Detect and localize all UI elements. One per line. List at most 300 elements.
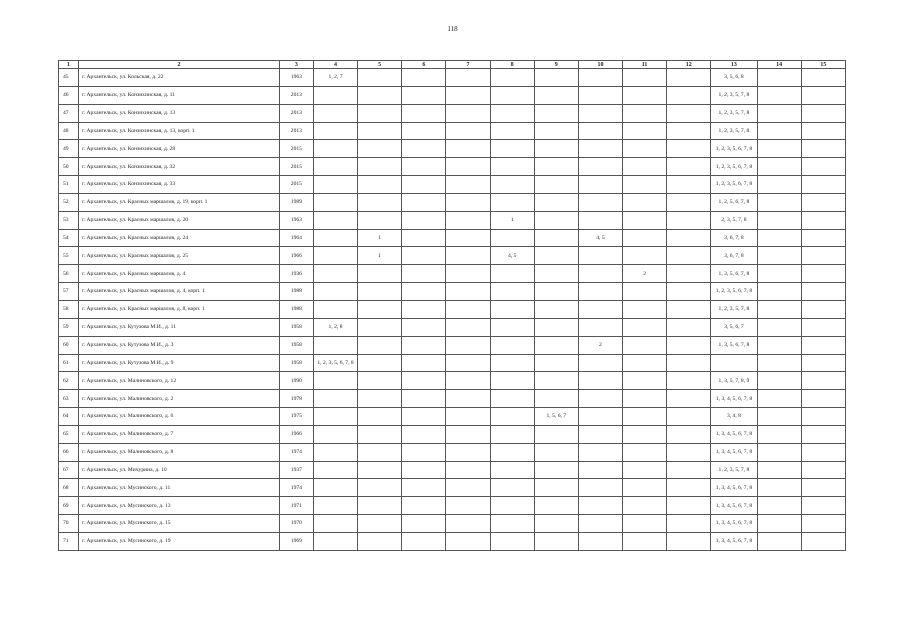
- table-cell: [801, 122, 845, 140]
- table-cell: [490, 408, 534, 426]
- table-cell: [490, 176, 534, 194]
- column-header: 10: [578, 61, 622, 69]
- table-cell: [490, 283, 534, 301]
- table-cell: [801, 211, 845, 229]
- table-cell: [313, 300, 357, 318]
- row-number-cell: 47: [59, 104, 79, 122]
- table-cell: [578, 461, 622, 479]
- table-cell: [757, 211, 801, 229]
- table-cell: [667, 354, 711, 372]
- table-cell: [490, 372, 534, 390]
- table-cell: 3, 5, 6, 8: [711, 69, 757, 87]
- table-cell: [801, 390, 845, 408]
- table-cell: [402, 229, 446, 247]
- table-cell: [358, 425, 402, 443]
- table-cell: [757, 479, 801, 497]
- row-number-cell: 65: [59, 425, 79, 443]
- table-cell: [757, 372, 801, 390]
- table-cell: [667, 336, 711, 354]
- table-cell: [667, 390, 711, 408]
- table-cell: [757, 300, 801, 318]
- table-cell: [623, 461, 667, 479]
- table-cell: [801, 193, 845, 211]
- table-cell: [534, 497, 578, 515]
- table-cell: [402, 193, 446, 211]
- table-cell: [313, 229, 357, 247]
- table-cell: [534, 122, 578, 140]
- column-header: 8: [490, 61, 534, 69]
- table-row: [59, 211, 846, 229]
- table-row: [59, 372, 846, 390]
- row-number-cell: 70: [59, 515, 79, 533]
- table-cell: 4, 5: [490, 247, 534, 265]
- year-cell: 1989: [279, 193, 313, 211]
- table-cell: [578, 176, 622, 194]
- table-cell: [578, 283, 622, 301]
- table-cell: [757, 158, 801, 176]
- year-cell: 1978: [279, 390, 313, 408]
- table-cell: 3, 6, 7, 8: [711, 229, 757, 247]
- table-cell: [402, 69, 446, 87]
- table-cell: [757, 122, 801, 140]
- table-row: [59, 247, 846, 265]
- table-cell: 1, 2, 3, 5, 7, 8: [711, 300, 757, 318]
- table-cell: [446, 532, 490, 550]
- table-cell: 1, 2, 3, 5, 7, 8: [711, 461, 757, 479]
- table-cell: [490, 515, 534, 533]
- page-number: 118: [447, 25, 458, 33]
- table-cell: 1, 2, 8: [313, 318, 357, 336]
- table-cell: [490, 443, 534, 461]
- table-cell: [490, 300, 534, 318]
- table-cell: [402, 443, 446, 461]
- table-cell: [534, 176, 578, 194]
- table-row: [59, 318, 846, 336]
- column-header: 5: [358, 61, 402, 69]
- table-cell: [490, 461, 534, 479]
- header-row: [59, 61, 846, 69]
- year-cell: 1969: [279, 532, 313, 550]
- table-cell: [667, 229, 711, 247]
- table-cell: [313, 408, 357, 426]
- table-cell: [801, 515, 845, 533]
- row-number-cell: 71: [59, 532, 79, 550]
- table-cell: [757, 318, 801, 336]
- table-cell: [623, 122, 667, 140]
- table-cell: [757, 176, 801, 194]
- row-number-cell: 48: [59, 122, 79, 140]
- table-cell: [578, 390, 622, 408]
- table-cell: [534, 336, 578, 354]
- table-cell: [757, 532, 801, 550]
- table-row: [59, 479, 846, 497]
- row-number-cell: 50: [59, 158, 79, 176]
- table-cell: [313, 532, 357, 550]
- table-cell: [757, 425, 801, 443]
- table-cell: [667, 408, 711, 426]
- year-cell: 1974: [279, 443, 313, 461]
- table-cell: [667, 300, 711, 318]
- table-cell: [402, 211, 446, 229]
- row-number-cell: 63: [59, 390, 79, 408]
- table-cell: [446, 104, 490, 122]
- table-cell: [313, 283, 357, 301]
- table-cell: [667, 497, 711, 515]
- table-row: [59, 86, 846, 104]
- column-header: 11: [623, 61, 667, 69]
- table-cell: [667, 122, 711, 140]
- table-row: [59, 336, 846, 354]
- table-cell: [801, 158, 845, 176]
- table-cell: [446, 354, 490, 372]
- column-header: 13: [711, 61, 757, 69]
- table-cell: [623, 532, 667, 550]
- table-cell: [801, 443, 845, 461]
- table-cell: [446, 122, 490, 140]
- table-cell: [534, 104, 578, 122]
- table-cell: [313, 122, 357, 140]
- table-row: [59, 443, 846, 461]
- table-cell: 1, 3, 5, 6, 7, 8: [711, 265, 757, 283]
- table-cell: [578, 193, 622, 211]
- table-cell: [623, 425, 667, 443]
- row-number-cell: 60: [59, 336, 79, 354]
- table-cell: 1, 3, 4, 5, 6, 7, 8: [711, 532, 757, 550]
- table-cell: [402, 372, 446, 390]
- table-body: [59, 61, 846, 551]
- table-cell: [667, 318, 711, 336]
- table-cell: [578, 425, 622, 443]
- table-cell: [313, 479, 357, 497]
- table-cell: [801, 425, 845, 443]
- table-cell: [623, 211, 667, 229]
- table-cell: 1, 5, 6, 7: [534, 408, 578, 426]
- table-cell: [402, 390, 446, 408]
- address-cell: г. Архангельск, ул. Красных маршалов, д. 19, корп. 1: [79, 193, 280, 211]
- table-cell: [402, 283, 446, 301]
- address-cell: г. Архангельск, ул. Мусинского, д. 19: [79, 532, 280, 550]
- table-cell: [313, 515, 357, 533]
- table-cell: [667, 247, 711, 265]
- table-cell: [534, 390, 578, 408]
- year-cell: 2013: [279, 86, 313, 104]
- table-cell: [757, 247, 801, 265]
- table-cell: [358, 265, 402, 283]
- table-row: [59, 461, 846, 479]
- address-cell: г. Архангельск, ул. Мусинского, д. 13: [79, 497, 280, 515]
- table-cell: [667, 69, 711, 87]
- table-cell: [623, 372, 667, 390]
- table-cell: [757, 283, 801, 301]
- year-cell: 2015: [279, 158, 313, 176]
- table-cell: [578, 140, 622, 158]
- row-number-cell: 56: [59, 265, 79, 283]
- table-cell: [446, 229, 490, 247]
- table-cell: [402, 408, 446, 426]
- table-cell: [757, 104, 801, 122]
- table-cell: [757, 229, 801, 247]
- table-cell: [578, 354, 622, 372]
- table-cell: [578, 247, 622, 265]
- address-cell: г. Архангельск, ул. Конзихинская, д. 13, корп. 1: [79, 122, 280, 140]
- table-cell: [358, 443, 402, 461]
- column-header: 2: [79, 61, 280, 69]
- table-cell: [358, 283, 402, 301]
- year-cell: 2015: [279, 140, 313, 158]
- table-cell: 1, 2, 3, 5, 6, 7, 8: [313, 354, 357, 372]
- address-cell: г. Архангельск, ул. Мусинского, д. 11: [79, 479, 280, 497]
- address-cell: г. Архангельск, ул. Кольская, д. 22: [79, 69, 280, 87]
- table-cell: [446, 86, 490, 104]
- table-cell: [313, 140, 357, 158]
- table-cell: [358, 408, 402, 426]
- table-cell: [801, 229, 845, 247]
- table-cell: [446, 515, 490, 533]
- table-cell: [534, 532, 578, 550]
- table-cell: [534, 247, 578, 265]
- table-cell: [402, 515, 446, 533]
- table-cell: [623, 193, 667, 211]
- table-cell: [801, 265, 845, 283]
- table-cell: 2: [623, 265, 667, 283]
- table-cell: [358, 86, 402, 104]
- table-cell: [534, 425, 578, 443]
- year-cell: 1966: [279, 247, 313, 265]
- table-cell: [402, 104, 446, 122]
- table-cell: [446, 158, 490, 176]
- table-cell: [623, 86, 667, 104]
- table-cell: 1, 2, 3, 5, 7, 8: [711, 86, 757, 104]
- table-cell: 1, 2, 7: [313, 69, 357, 87]
- table-cell: [313, 86, 357, 104]
- table-cell: [358, 354, 402, 372]
- table-cell: 1, 3, 5, 6, 7, 8: [711, 336, 757, 354]
- table-cell: [801, 104, 845, 122]
- table-cell: [534, 140, 578, 158]
- table-cell: [578, 300, 622, 318]
- row-number-cell: 61: [59, 354, 79, 372]
- address-cell: г. Архангельск, ул. Малиновского, д. 7: [79, 425, 280, 443]
- table-cell: [757, 408, 801, 426]
- column-header: 6: [402, 61, 446, 69]
- table-cell: [801, 140, 845, 158]
- table-cell: [358, 140, 402, 158]
- table-cell: [667, 211, 711, 229]
- table-cell: [446, 408, 490, 426]
- table-cell: [667, 140, 711, 158]
- table-cell: [578, 443, 622, 461]
- year-cell: 1970: [279, 515, 313, 533]
- table-cell: [711, 354, 757, 372]
- year-cell: 1964: [279, 229, 313, 247]
- year-cell: 1958: [279, 354, 313, 372]
- address-cell: г. Архангельск, ул. Мичурина, д. 10: [79, 461, 280, 479]
- table-cell: [446, 479, 490, 497]
- table-row: [59, 104, 846, 122]
- table-row: [59, 300, 846, 318]
- table-cell: [402, 461, 446, 479]
- table-row: [59, 140, 846, 158]
- table-cell: [446, 283, 490, 301]
- table-cell: 3, 6, 7, 8: [711, 247, 757, 265]
- table-cell: [490, 390, 534, 408]
- table-cell: [446, 193, 490, 211]
- table-cell: [623, 176, 667, 194]
- table-cell: [313, 497, 357, 515]
- table-cell: [667, 443, 711, 461]
- table-cell: [446, 300, 490, 318]
- address-cell: г. Архангельск, ул. Красных маршалов, д. 4, корп. 1: [79, 283, 280, 301]
- table-cell: [534, 158, 578, 176]
- table-cell: 3, 5, 6, 7: [711, 318, 757, 336]
- table-cell: [402, 300, 446, 318]
- row-number-cell: 45: [59, 69, 79, 87]
- table-cell: [667, 265, 711, 283]
- table-cell: [313, 158, 357, 176]
- table-cell: [446, 443, 490, 461]
- table-cell: [313, 247, 357, 265]
- row-number-cell: 64: [59, 408, 79, 426]
- table-cell: [578, 158, 622, 176]
- table-row: [59, 229, 846, 247]
- table-cell: [402, 318, 446, 336]
- table-cell: [490, 497, 534, 515]
- table-row: [59, 425, 846, 443]
- address-cell: г. Архангельск, ул. Малиновского, д. 6: [79, 408, 280, 426]
- table-cell: [623, 408, 667, 426]
- row-number-cell: 68: [59, 479, 79, 497]
- table-cell: [402, 176, 446, 194]
- address-cell: г. Архангельск, ул. Мусинского, д. 15: [79, 515, 280, 533]
- table-row: [59, 497, 846, 515]
- year-cell: 1936: [279, 265, 313, 283]
- row-number-cell: 49: [59, 140, 79, 158]
- year-cell: 1975: [279, 408, 313, 426]
- table-cell: [623, 390, 667, 408]
- table-cell: [578, 211, 622, 229]
- table-cell: [490, 532, 534, 550]
- table-cell: [757, 86, 801, 104]
- table-cell: [402, 158, 446, 176]
- table-cell: 1, 3, 4, 5, 6, 7, 8: [711, 497, 757, 515]
- table-cell: [534, 300, 578, 318]
- table-cell: [358, 461, 402, 479]
- table-cell: [490, 318, 534, 336]
- table-cell: [490, 140, 534, 158]
- table-cell: [534, 265, 578, 283]
- table-cell: [623, 515, 667, 533]
- table-cell: [623, 318, 667, 336]
- column-header: 15: [801, 61, 845, 69]
- table-cell: [667, 283, 711, 301]
- table-cell: [358, 300, 402, 318]
- table-cell: [801, 354, 845, 372]
- table-cell: [578, 318, 622, 336]
- table-cell: [757, 193, 801, 211]
- table-cell: [490, 104, 534, 122]
- table-cell: [534, 372, 578, 390]
- table-cell: [667, 372, 711, 390]
- table-cell: [402, 479, 446, 497]
- table-cell: [446, 336, 490, 354]
- table-cell: [446, 497, 490, 515]
- table-cell: [446, 372, 490, 390]
- table-cell: [358, 390, 402, 408]
- table-cell: [446, 176, 490, 194]
- table-cell: [801, 283, 845, 301]
- address-cell: г. Архангельск, ул. Конзихинская, д. 32: [79, 158, 280, 176]
- table-cell: 1, 3, 4, 5, 6, 7, 8: [711, 443, 757, 461]
- table-cell: [801, 408, 845, 426]
- address-cell: г. Архангельск, ул. Красных маршалов, д. 20: [79, 211, 280, 229]
- table-cell: [757, 461, 801, 479]
- table-cell: 1, 3, 4, 5, 6, 7, 8: [711, 515, 757, 533]
- year-cell: 1966: [279, 425, 313, 443]
- address-cell: г. Архангельск, ул. Малиновского, д. 2: [79, 390, 280, 408]
- table-cell: 1, 2, 5, 6, 7, 8: [711, 193, 757, 211]
- table-cell: [490, 425, 534, 443]
- column-header: 14: [757, 61, 801, 69]
- table-cell: [757, 265, 801, 283]
- table-cell: [358, 336, 402, 354]
- row-number-cell: 57: [59, 283, 79, 301]
- table-cell: [402, 532, 446, 550]
- table-cell: [358, 104, 402, 122]
- table-cell: [667, 532, 711, 550]
- table-cell: [490, 193, 534, 211]
- table-cell: [757, 443, 801, 461]
- table-cell: [801, 532, 845, 550]
- table-cell: [667, 104, 711, 122]
- table-cell: [446, 265, 490, 283]
- table-cell: [623, 443, 667, 461]
- year-cell: 2013: [279, 104, 313, 122]
- table-cell: [667, 176, 711, 194]
- table-cell: [623, 300, 667, 318]
- table-cell: [490, 122, 534, 140]
- table-cell: [623, 354, 667, 372]
- table-cell: [623, 158, 667, 176]
- table-cell: [667, 425, 711, 443]
- table-cell: [490, 229, 534, 247]
- year-cell: 1988: [279, 283, 313, 301]
- table-cell: [801, 300, 845, 318]
- row-number-cell: 62: [59, 372, 79, 390]
- table-cell: [578, 372, 622, 390]
- table-cell: [578, 408, 622, 426]
- table-cell: [358, 193, 402, 211]
- address-cell: г. Архангельск, ул. Красных маршалов, д. 25: [79, 247, 280, 265]
- table-row: [59, 265, 846, 283]
- table-row: [59, 515, 846, 533]
- table-cell: 1, 2, 3, 5, 6, 7, 8: [711, 176, 757, 194]
- column-header: 4: [313, 61, 357, 69]
- table-cell: 1, 2, 3, 5, 6, 7, 8: [711, 283, 757, 301]
- year-cell: 1988: [279, 300, 313, 318]
- table-row: [59, 532, 846, 550]
- table-cell: [757, 336, 801, 354]
- table-cell: [402, 140, 446, 158]
- address-cell: г. Архангельск, ул. Красных маршалов, д. 24: [79, 229, 280, 247]
- table-cell: [402, 354, 446, 372]
- table-cell: [534, 479, 578, 497]
- year-cell: 2013: [279, 122, 313, 140]
- table-cell: [490, 69, 534, 87]
- table-cell: [358, 122, 402, 140]
- table-cell: [667, 479, 711, 497]
- table-cell: [402, 425, 446, 443]
- table-cell: [313, 176, 357, 194]
